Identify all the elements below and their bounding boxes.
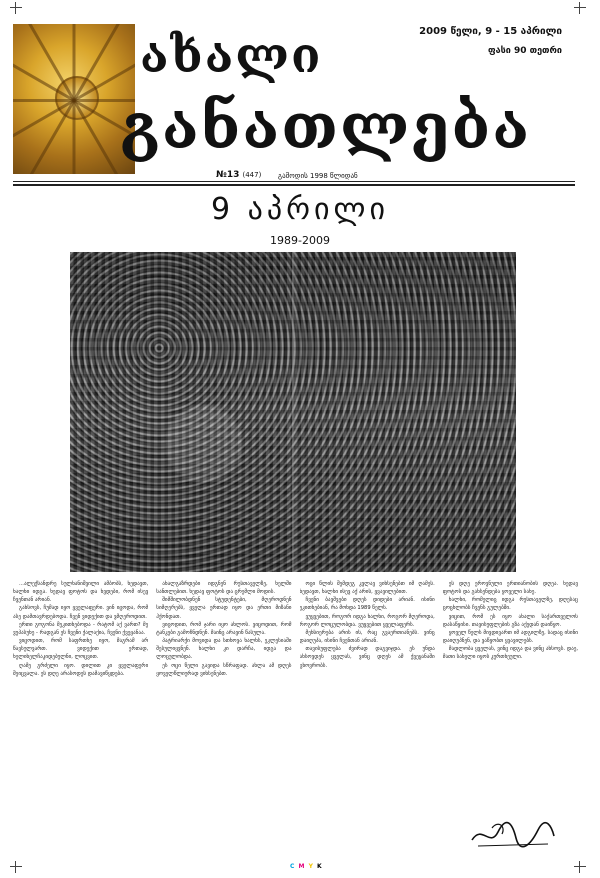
article-body bbox=[13, 580, 578, 852]
paragraph: ვიცოდით, რომ ჯარი იყო ახლოს. ვიცოდით, რომ ტანკები გამოჩნდნენ. მაინც არავინ წასულა. bbox=[156, 621, 292, 636]
issue-number bbox=[216, 170, 261, 180]
issue-dateline: 2009 წელი, 9 - 15 აპრილი bbox=[419, 26, 562, 37]
paragraph: პატრიარქი მოვიდა და სთხოვა ხალხს, ეკლესიაში შესულიყვნენ. ხალხი კი დარჩა, იდგა და ლოცულობდა. bbox=[156, 638, 292, 661]
article-years: 1989-2009 bbox=[270, 234, 330, 247]
masthead-title-line1: ახალი bbox=[140, 28, 323, 84]
masthead-title-line2: განათლება bbox=[120, 90, 532, 163]
paragraph: ვიცით, რომ ეს იყო ახალი საქართველოს დასაწყისი. თავისუფლების გზა აქედან დაიწყო. bbox=[442, 613, 578, 628]
paragraph: ოცი წლის შემდეგ კვლავ ვიხსენებთ იმ ღამეს. ხედავთ, ხალხი ისევ აქ არის, ყვავილებით. bbox=[299, 581, 435, 596]
crop-mark-top-left bbox=[10, 2, 22, 14]
paragraph: ღამე გრძელი იყო. დილით კი ყველაფერი შეიცვალა. ეს დღე არასოდეს დამავიწყდება. bbox=[13, 662, 149, 677]
paragraph: შიმშილობდნენ სტუდენტები, მღეროდნენ სიმღერებს, ყველა ერთად იყო და ერთი მიზანი ჰქონდათ. bbox=[156, 597, 292, 620]
crop-mark-bottom-right bbox=[574, 861, 586, 873]
paragraph: ყოველ წელს მივდივართ იმ ადგილზე, სადაც ისინი დაიღუპნენ, და ვაწყობთ ყვავილებს. bbox=[442, 629, 578, 645]
paragraph: ხალხი, რომელიც იდგა რუსთაველზე, დღესაც ცოცხლობს ჩვენს გულებში. bbox=[442, 597, 578, 612]
text-column-4 bbox=[443, 580, 578, 852]
issue-total: (447) bbox=[242, 171, 262, 179]
masthead-rule-bottom bbox=[13, 184, 575, 186]
cmyk-m: M bbox=[298, 863, 306, 870]
paragraph: ჩვენი ბავშვები დღეს დიდები არიან. ისინი ეკითხებიან, რა მოხდა 1989 წელს. bbox=[299, 597, 435, 612]
paragraph: ვიცოდით, რომ საფრთხე იყო, მაგრამ არ წავსულვართ. ვიდექით ერთად, ხელიხელჩაკიდებულნი, ლოცვით. bbox=[13, 638, 149, 661]
crop-mark-top-right bbox=[574, 2, 586, 14]
crop-mark-bottom-left bbox=[10, 861, 22, 873]
cmyk-y: Y bbox=[308, 863, 314, 870]
masthead-rule-top bbox=[13, 181, 575, 182]
author-signature bbox=[468, 818, 558, 852]
article-headline: 9 აპრილი bbox=[211, 192, 389, 227]
paragraph: ეს ოცი წელი გავიდა სწრაფად. ახლა ამ დღეს ყოველწლიურად ვიხსენებთ. bbox=[156, 662, 292, 677]
gold-sun-logo bbox=[13, 24, 135, 174]
paragraph: გახსოვს, ჩუმად იყო ყველაფერი. ვინ იცოდა, რომ ასე დამთავრდებოდა. ჩვენ ვიდექით და ვმღეროდით. bbox=[13, 605, 149, 620]
cmyk-k: K bbox=[317, 863, 323, 870]
paragraph: ეს დღე ეროვნული ერთიანობის დღეა. ხედავ ფოტოს და გახსენდება ყოველი სახე. bbox=[442, 581, 578, 596]
issue-price: ფასი 90 თეთრი bbox=[487, 46, 562, 56]
text-column-1 bbox=[13, 580, 148, 852]
paragraph: მადლობა ყველას, ვინც იდგა და ვინც ახსოვს. დაე, მათი სახელი იყოს კურთხეული. bbox=[442, 646, 578, 661]
paragraph: ერთი გოგონა მეკითხებოდა - რატომ აქ ვართ? მე ვუპასუხე - რადგან ეს ჩვენი ქალაქია, ჩვენი ქვეყანაა. bbox=[13, 621, 149, 636]
paragraph: ვუყვებით, როგორ იდგა ხალხი, როგორ მღეროდა, როგორ ლოცულობდა. ვუყვებით ყველაფერს. bbox=[299, 613, 435, 628]
paragraph: მეხსიერება არის ის, რაც გვაერთიანებს. ვინც დაიღუპა, ისინი ჩვენთან არიან. bbox=[299, 629, 435, 645]
text-column-3 bbox=[300, 580, 435, 852]
issue-number-value: №13 bbox=[216, 170, 240, 180]
photo-fold-line bbox=[292, 252, 294, 572]
issue-since: გამოდის 1998 წლიდან bbox=[278, 172, 358, 180]
cmyk-c: C bbox=[290, 863, 296, 870]
paragraph: თავისუფლება ძვირად დაგვიჯდა. ეს უნდა ახსოვდეს ყველას, ვინც დღეს ამ ქვეყანაში ცხოვრობს. bbox=[299, 646, 435, 669]
crowd-photo bbox=[70, 252, 516, 572]
text-column-2 bbox=[156, 580, 291, 852]
paragraph: ახალგაზრდები იდგნენ რუსთაველზე, ხელში სანთლებით. ხედავ ფოტოს და ცრემლი მოდის. bbox=[156, 581, 292, 596]
cmyk-registration bbox=[290, 863, 323, 870]
paragraph: ...ალექსანდრე სულხანიშვილი ამბობს, ხედავთ, ხალხი იდგა. ხედავ ფოტოს და ხვდები, რომ ისევ ჩვენთან არიან. bbox=[13, 581, 149, 604]
